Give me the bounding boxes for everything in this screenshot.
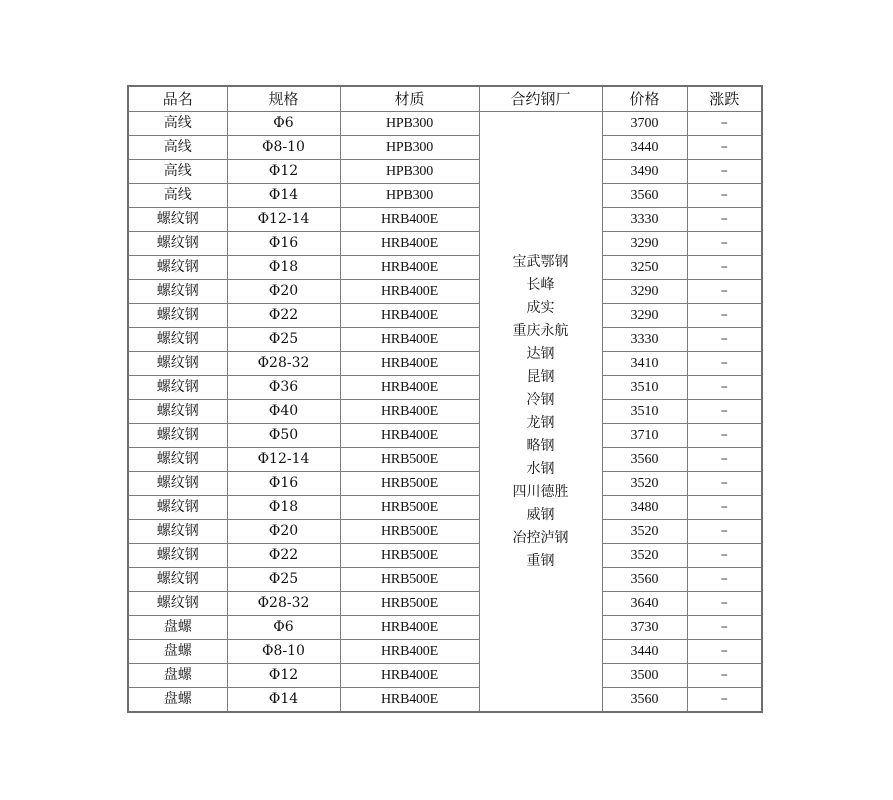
- price-cell: 3480: [602, 496, 687, 520]
- spec-cell: Φ6: [227, 616, 340, 640]
- material-cell: HRB400E: [340, 376, 479, 400]
- table-row: [128, 472, 762, 496]
- table-row: [128, 160, 762, 184]
- spec-cell: Φ16: [227, 472, 340, 496]
- spec-cell: Φ14: [227, 184, 340, 208]
- spec-cell: Φ14: [227, 688, 340, 713]
- price-cell: 3560: [602, 448, 687, 472]
- table-row: [128, 496, 762, 520]
- price-cell: 3290: [602, 280, 687, 304]
- material-cell: HRB500E: [340, 496, 479, 520]
- product-name-cell: 螺纹钢: [128, 328, 227, 352]
- spec-cell: Φ22: [227, 304, 340, 328]
- spec-cell: Φ28-32: [227, 352, 340, 376]
- mill-name: 冶控泸钢: [512, 529, 569, 546]
- mill-name: 龙钢: [526, 414, 555, 431]
- product-name-cell: 螺纹钢: [128, 376, 227, 400]
- material-cell: HRB400E: [340, 280, 479, 304]
- material-cell: HRB500E: [340, 592, 479, 616]
- product-name-cell: 螺纹钢: [128, 568, 227, 592]
- table-row: [128, 304, 762, 328]
- material-cell: HPB300: [340, 112, 479, 136]
- product-name-cell: 螺纹钢: [128, 400, 227, 424]
- product-name-cell: 螺纹钢: [128, 232, 227, 256]
- product-name-cell: 螺纹钢: [128, 304, 227, 328]
- product-name-cell: 螺纹钢: [128, 520, 227, 544]
- product-name-cell: 盘螺: [128, 688, 227, 713]
- material-cell: HRB400E: [340, 664, 479, 688]
- table-row: [128, 664, 762, 688]
- mill-name: 四川德胜: [512, 483, 569, 500]
- product-name-cell: 高线: [128, 112, 227, 136]
- spec-cell: Φ12: [227, 664, 340, 688]
- change-cell: –: [687, 208, 762, 232]
- price-cell: 3710: [602, 424, 687, 448]
- product-name-cell: 高线: [128, 160, 227, 184]
- spec-cell: Φ12-14: [227, 208, 340, 232]
- spec-cell: Φ25: [227, 328, 340, 352]
- table-row: [128, 544, 762, 568]
- material-cell: HPB300: [340, 136, 479, 160]
- product-name-cell: 螺纹钢: [128, 496, 227, 520]
- spec-cell: Φ8-10: [227, 640, 340, 664]
- spec-cell: Φ28-32: [227, 592, 340, 616]
- table-row: [128, 184, 762, 208]
- table-row: [128, 352, 762, 376]
- change-cell: –: [687, 160, 762, 184]
- change-cell: –: [687, 136, 762, 160]
- price-cell: 3290: [602, 304, 687, 328]
- price-cell: 3640: [602, 592, 687, 616]
- change-cell: –: [687, 328, 762, 352]
- price-cell: 3510: [602, 376, 687, 400]
- price-cell: 3520: [602, 472, 687, 496]
- change-cell: –: [687, 472, 762, 496]
- table-row: [128, 208, 762, 232]
- material-cell: HRB400E: [340, 424, 479, 448]
- change-cell: –: [687, 184, 762, 208]
- material-cell: HPB300: [340, 160, 479, 184]
- spec-cell: Φ18: [227, 496, 340, 520]
- change-cell: –: [687, 400, 762, 424]
- table-row: [128, 592, 762, 616]
- table-body: [128, 112, 762, 713]
- change-cell: –: [687, 448, 762, 472]
- material-cell: HRB400E: [340, 616, 479, 640]
- spec-cell: Φ12: [227, 160, 340, 184]
- price-cell: 3250: [602, 256, 687, 280]
- mill-name: 昆钢: [526, 368, 555, 385]
- change-cell: –: [687, 688, 762, 713]
- price-cell: 3520: [602, 520, 687, 544]
- change-cell: –: [687, 304, 762, 328]
- material-cell: HRB500E: [340, 544, 479, 568]
- material-cell: HRB400E: [340, 688, 479, 713]
- price-cell: 3730: [602, 616, 687, 640]
- price-cell: 3560: [602, 184, 687, 208]
- table-row: [128, 520, 762, 544]
- table-row: [128, 400, 762, 424]
- header-mill: 合约钢厂: [479, 86, 602, 112]
- spec-cell: Φ40: [227, 400, 340, 424]
- product-name-cell: 高线: [128, 136, 227, 160]
- spec-cell: Φ18: [227, 256, 340, 280]
- price-cell: 3560: [602, 688, 687, 713]
- header-row: [128, 86, 762, 112]
- product-name-cell: 螺纹钢: [128, 208, 227, 232]
- price-cell: 3290: [602, 232, 687, 256]
- spec-cell: Φ8-10: [227, 136, 340, 160]
- spec-cell: Φ50: [227, 424, 340, 448]
- change-cell: –: [687, 256, 762, 280]
- price-cell: 3330: [602, 208, 687, 232]
- table-row: [128, 328, 762, 352]
- change-cell: –: [687, 280, 762, 304]
- table-row: [128, 424, 762, 448]
- product-name-cell: 螺纹钢: [128, 592, 227, 616]
- change-cell: –: [687, 520, 762, 544]
- product-name-cell: 螺纹钢: [128, 424, 227, 448]
- table-row: [128, 232, 762, 256]
- mill-name: 冷钢: [526, 391, 555, 408]
- mill-name: 重钢: [526, 552, 555, 569]
- table-row: [128, 568, 762, 592]
- change-cell: –: [687, 352, 762, 376]
- contract-mills-cell: [479, 112, 602, 713]
- material-cell: HRB400E: [340, 208, 479, 232]
- material-cell: HRB400E: [340, 328, 479, 352]
- material-cell: HRB400E: [340, 400, 479, 424]
- spec-cell: Φ22: [227, 544, 340, 568]
- price-cell: 3330: [602, 328, 687, 352]
- price-cell: 3560: [602, 568, 687, 592]
- product-name-cell: 螺纹钢: [128, 256, 227, 280]
- price-cell: 3500: [602, 664, 687, 688]
- product-name-cell: 螺纹钢: [128, 352, 227, 376]
- price-cell: 3440: [602, 640, 687, 664]
- material-cell: HPB300: [340, 184, 479, 208]
- table-row: [128, 112, 762, 136]
- product-name-cell: 盘螺: [128, 616, 227, 640]
- change-cell: –: [687, 424, 762, 448]
- header-spec: 规格: [227, 86, 340, 112]
- product-name-cell: 螺纹钢: [128, 280, 227, 304]
- table-row: [128, 256, 762, 280]
- mill-name: 长峰: [526, 276, 555, 293]
- table-row: [128, 448, 762, 472]
- mill-name: 达钢: [526, 345, 555, 362]
- change-cell: –: [687, 232, 762, 256]
- mill-name: 成实: [526, 299, 555, 316]
- product-name-cell: 螺纹钢: [128, 544, 227, 568]
- table-row: [128, 376, 762, 400]
- header-price: 价格: [602, 86, 687, 112]
- material-cell: HRB500E: [340, 568, 479, 592]
- spec-cell: Φ20: [227, 280, 340, 304]
- header-change: 涨跌: [687, 86, 762, 112]
- spec-cell: Φ16: [227, 232, 340, 256]
- mill-name: 略钢: [526, 437, 555, 454]
- change-cell: –: [687, 616, 762, 640]
- spec-cell: Φ12-14: [227, 448, 340, 472]
- steel-price-table: [127, 85, 763, 713]
- mill-name: 威钢: [526, 506, 555, 523]
- material-cell: HRB400E: [340, 352, 479, 376]
- material-cell: HRB500E: [340, 472, 479, 496]
- mill-list: [480, 251, 602, 573]
- price-cell: 3510: [602, 400, 687, 424]
- product-name-cell: 高线: [128, 184, 227, 208]
- change-cell: –: [687, 592, 762, 616]
- material-cell: HRB400E: [340, 256, 479, 280]
- table-row: [128, 616, 762, 640]
- price-cell: 3410: [602, 352, 687, 376]
- spec-cell: Φ20: [227, 520, 340, 544]
- product-name-cell: 螺纹钢: [128, 472, 227, 496]
- table-row: [128, 280, 762, 304]
- product-name-cell: 盘螺: [128, 640, 227, 664]
- material-cell: HRB500E: [340, 520, 479, 544]
- mill-name: 宝武鄂钢: [512, 253, 569, 270]
- table-row: [128, 136, 762, 160]
- product-name-cell: 螺纹钢: [128, 448, 227, 472]
- price-cell: 3490: [602, 160, 687, 184]
- mill-name: 水钢: [526, 460, 555, 477]
- material-cell: HRB400E: [340, 232, 479, 256]
- mill-name: 重庆永航: [512, 322, 569, 339]
- change-cell: –: [687, 568, 762, 592]
- change-cell: –: [687, 112, 762, 136]
- table-row: [128, 688, 762, 713]
- price-sheet: [127, 85, 763, 713]
- header-product-name: 品名: [128, 86, 227, 112]
- table-row: [128, 640, 762, 664]
- material-cell: HRB400E: [340, 640, 479, 664]
- material-cell: HRB500E: [340, 448, 479, 472]
- price-cell: 3700: [602, 112, 687, 136]
- price-cell: 3520: [602, 544, 687, 568]
- spec-cell: Φ6: [227, 112, 340, 136]
- spec-cell: Φ36: [227, 376, 340, 400]
- spec-cell: Φ25: [227, 568, 340, 592]
- price-cell: 3440: [602, 136, 687, 160]
- change-cell: –: [687, 376, 762, 400]
- header-material: 材质: [340, 86, 479, 112]
- change-cell: –: [687, 664, 762, 688]
- product-name-cell: 盘螺: [128, 664, 227, 688]
- material-cell: HRB400E: [340, 304, 479, 328]
- change-cell: –: [687, 640, 762, 664]
- change-cell: –: [687, 544, 762, 568]
- change-cell: –: [687, 496, 762, 520]
